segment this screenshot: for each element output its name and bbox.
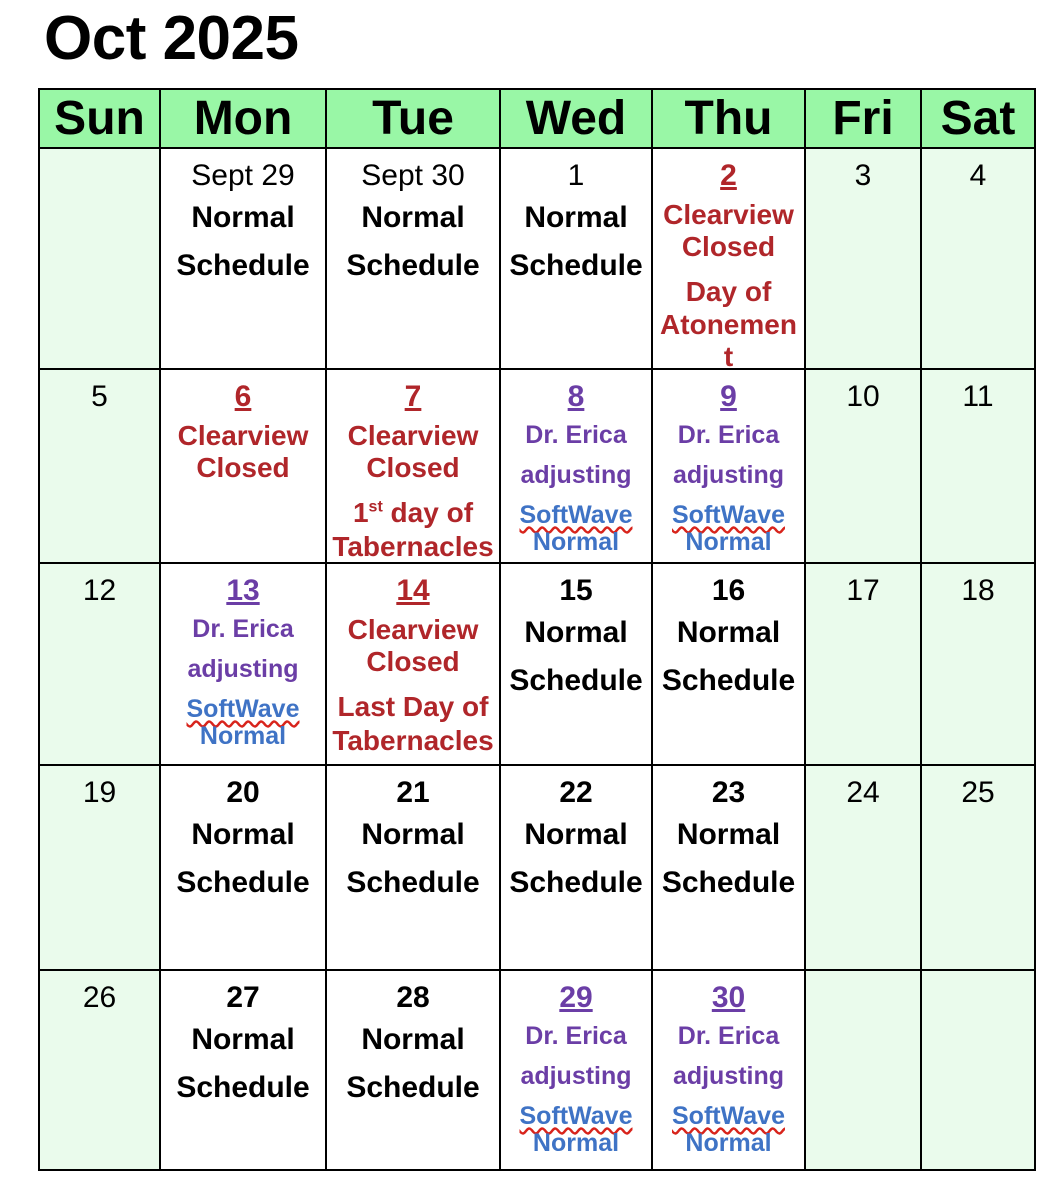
day-cell: [39, 970, 160, 1170]
day-number: 13: [226, 574, 260, 607]
holiday-ordinal: 1: [352, 497, 369, 528]
status-schedule: Schedule: [176, 866, 310, 899]
day-cell: [805, 148, 921, 369]
erica-adjusting: adjusting: [520, 1062, 632, 1090]
softwave-normal: Normal: [532, 1129, 620, 1157]
day-number: 16: [711, 574, 746, 607]
softwave-normal: Normal: [685, 528, 772, 556]
week-row: [39, 148, 1035, 369]
day-cell: [326, 369, 500, 563]
status-normal: Normal: [524, 616, 628, 649]
weekday-header-wed: Wed: [500, 89, 652, 148]
weekday-header-thu: Thu: [652, 89, 805, 148]
status-normal: Normal: [676, 818, 781, 851]
day-number: 11: [962, 380, 994, 413]
day-cell: [805, 563, 921, 765]
status-normal: Normal: [524, 818, 628, 851]
day-cell: [39, 563, 160, 765]
day-cell: [160, 148, 326, 369]
day-cell: [39, 369, 160, 563]
day-cell: [39, 765, 160, 970]
holiday-name: Tabernacles: [332, 725, 494, 756]
status-schedule: Schedule: [176, 1071, 310, 1104]
status-normal: Normal: [676, 616, 781, 649]
softwave-normal: Normal: [685, 1129, 772, 1157]
weekday-header-mon: Mon: [160, 89, 326, 148]
day-cell: [160, 563, 326, 765]
day-number: 17: [846, 574, 880, 607]
softwave-normal: Normal: [199, 722, 287, 750]
day-number: 2: [720, 159, 737, 192]
day-cell: [500, 970, 652, 1170]
erica-adjusting: adjusting: [672, 1062, 785, 1090]
erica-name: Dr. Erica: [677, 421, 780, 449]
day-number: 8: [567, 380, 585, 413]
closed-label: Closed: [196, 452, 290, 483]
day-cell: [805, 765, 921, 970]
day-cell: [921, 765, 1035, 970]
day-cell: [805, 369, 921, 563]
status-schedule: Schedule: [346, 866, 480, 899]
day-cell: [326, 970, 500, 1170]
day-number: 24: [846, 776, 880, 809]
day-cell: [652, 369, 805, 563]
day-number: 21: [396, 776, 430, 809]
holiday-ordinal-suffix: st: [368, 498, 383, 516]
day-number: 29: [559, 981, 593, 1014]
closed-clearview: Clearview: [347, 420, 479, 451]
weekday-header-tue: Tue: [326, 89, 500, 148]
erica-name: Dr. Erica: [677, 1022, 780, 1050]
day-cell: [326, 563, 500, 765]
erica-name: Dr. Erica: [525, 421, 627, 449]
day-cell: [921, 148, 1035, 369]
status-schedule: Schedule: [509, 249, 643, 282]
day-number: 15: [559, 574, 593, 607]
holiday-text: day of: [382, 497, 474, 528]
day-number: 3: [854, 159, 872, 192]
day-number: 1: [567, 159, 585, 192]
day-number: Sept 30: [361, 159, 465, 192]
day-cell: [921, 970, 1035, 1170]
day-number: 22: [559, 776, 593, 809]
day-cell: [921, 369, 1035, 563]
status-schedule: Schedule: [346, 249, 480, 282]
status-schedule: Schedule: [661, 664, 796, 697]
holiday-label: [327, 496, 499, 530]
weekday-header-fri: Fri: [805, 89, 921, 148]
day-number: 23: [711, 776, 746, 809]
status-schedule: Schedule: [346, 1071, 480, 1104]
erica-adjusting: adjusting: [187, 655, 299, 683]
day-cell: [500, 765, 652, 970]
status-schedule: Schedule: [509, 866, 643, 899]
closed-label: Closed: [366, 452, 460, 483]
day-cell: [921, 563, 1035, 765]
day-number: 7: [404, 380, 422, 413]
softwave-label: SoftWave: [519, 501, 633, 529]
day-cell: [652, 970, 805, 1170]
day-cell: [500, 369, 652, 563]
calendar-grid: [38, 88, 1036, 1171]
day-cell: [500, 563, 652, 765]
status-normal: Normal: [191, 1023, 295, 1056]
day-number: 19: [82, 776, 117, 809]
day-number: 20: [226, 776, 260, 809]
calendar-title: Oct 2025: [44, 4, 299, 73]
day-number: 9: [720, 380, 737, 413]
week-row: [39, 970, 1035, 1170]
softwave-normal: Normal: [532, 528, 620, 556]
day-number: 26: [82, 981, 117, 1014]
erica-adjusting: adjusting: [520, 461, 632, 489]
closed-clearview: Clearview: [347, 614, 479, 645]
day-cell: [326, 765, 500, 970]
holiday-name: Tabernacles: [332, 531, 494, 562]
status-normal: Normal: [361, 201, 465, 234]
day-cell: [326, 148, 500, 369]
status-normal: Normal: [191, 201, 295, 234]
day-number: 14: [396, 574, 430, 607]
status-normal: Normal: [361, 1023, 465, 1056]
holiday-name: Atonemen t: [660, 309, 797, 368]
closed-label: Closed: [366, 646, 460, 677]
erica-adjusting: adjusting: [672, 461, 785, 489]
day-number: Sept 29: [191, 159, 295, 192]
week-row: [39, 563, 1035, 765]
day-cell: [500, 148, 652, 369]
holiday-label: Day of: [685, 276, 772, 307]
weekday-header-row: [39, 89, 1035, 148]
softwave-label: SoftWave: [672, 1102, 785, 1130]
day-cell: [805, 970, 921, 1170]
day-number: 5: [91, 380, 108, 413]
closed-label: Closed: [681, 231, 776, 262]
softwave-label: SoftWave: [186, 695, 300, 723]
day-number: 12: [82, 574, 117, 607]
day-number: 18: [961, 574, 995, 607]
day-cell: [160, 970, 326, 1170]
status-normal: Normal: [191, 818, 295, 851]
closed-clearview: Clearview: [663, 199, 794, 230]
day-number: 6: [234, 380, 252, 413]
status-normal: Normal: [361, 818, 465, 851]
weekday-header-sun: Sun: [39, 89, 160, 148]
day-cell: [652, 563, 805, 765]
day-number: 30: [711, 981, 746, 1014]
holiday-label: Last Day of: [337, 691, 489, 722]
day-cell: [39, 148, 160, 369]
day-number: 10: [846, 380, 880, 413]
status-normal: Normal: [524, 201, 628, 234]
status-schedule: Schedule: [176, 249, 310, 282]
erica-name: Dr. Erica: [192, 615, 294, 643]
day-cell: [160, 369, 326, 563]
day-number: 25: [961, 776, 995, 809]
status-schedule: Schedule: [509, 664, 643, 697]
week-row: [39, 369, 1035, 563]
day-number: 27: [226, 981, 260, 1014]
week-row: [39, 765, 1035, 970]
day-number: 28: [396, 981, 430, 1014]
day-cell: [652, 765, 805, 970]
day-number: 4: [969, 159, 987, 192]
softwave-label: SoftWave: [519, 1102, 633, 1130]
erica-name: Dr. Erica: [525, 1022, 627, 1050]
closed-clearview: Clearview: [177, 420, 309, 451]
status-schedule: Schedule: [661, 866, 796, 899]
day-cell: [652, 148, 805, 369]
weekday-header-sat: Sat: [921, 89, 1035, 148]
softwave-label: SoftWave: [672, 501, 785, 529]
day-cell: [160, 765, 326, 970]
